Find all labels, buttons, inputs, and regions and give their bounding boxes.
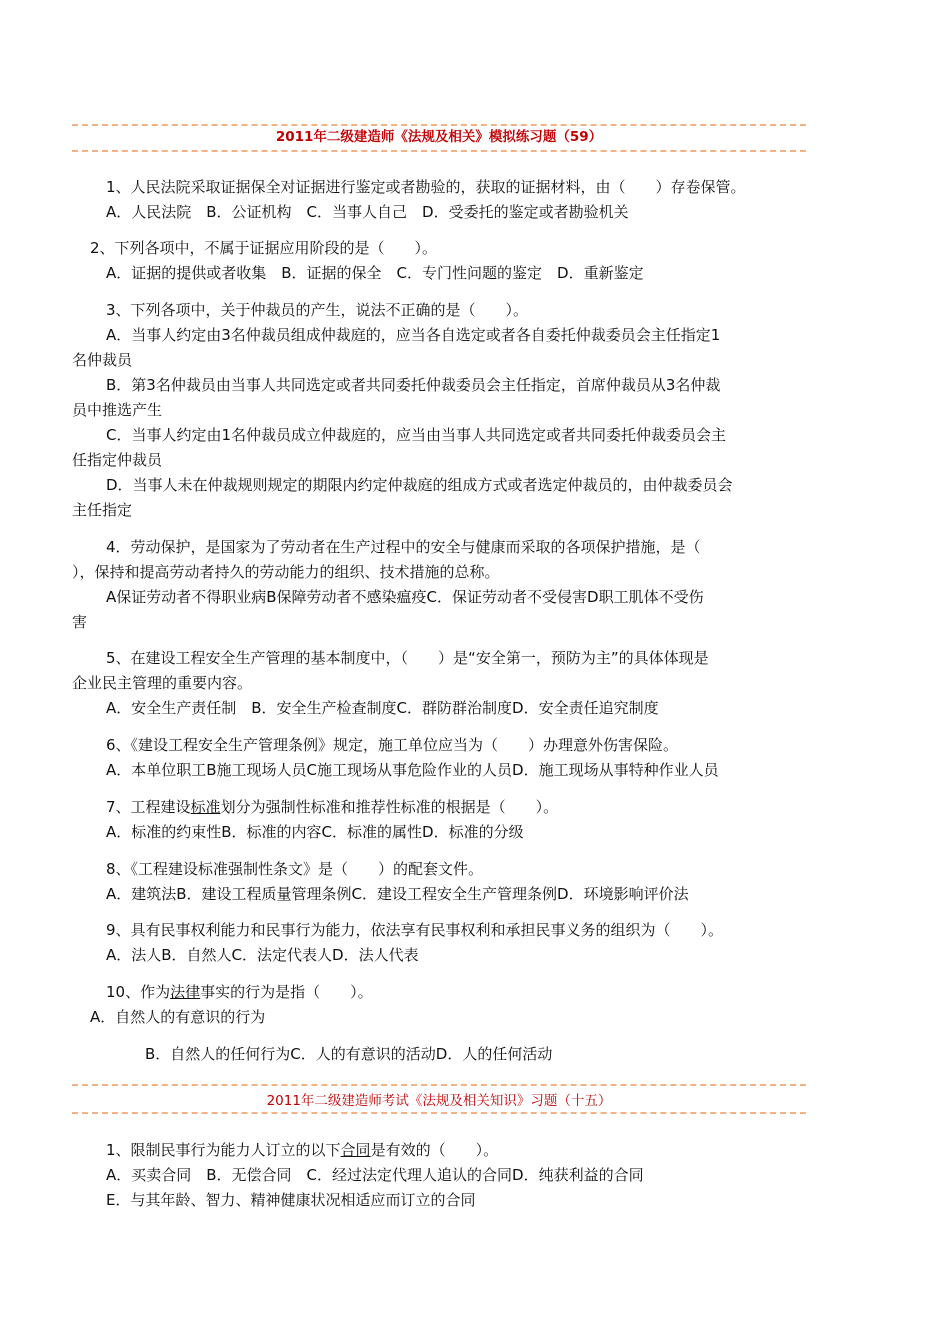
section-title: 2011年二级建造师考试《法规及相关知识》习题（十五） bbox=[266, 1093, 612, 1109]
option-a-text: A．自然人的有意识的行为 bbox=[90, 1008, 266, 1026]
options-text: A．标准的约束性B．标准的内容C．标准的属性D．标准的分级 bbox=[106, 823, 524, 841]
question-text bbox=[106, 1140, 498, 1160]
option-d-text: D．当事人未在仲裁规则规定的期限内约定仲裁庭的组成方式或者选定仲裁员的，由仲裁委员会 bbox=[106, 476, 733, 494]
question-text-start: 1、限制民事行为能力人订立的以下 bbox=[106, 1141, 341, 1159]
question-text: 4．劳动保护，是国家为了劳动者在生产过程中的安全与健康而采取的各项保护措施，是（ bbox=[106, 538, 701, 556]
option-d-text-cont: 主任指定 bbox=[72, 501, 133, 519]
options-text: A．建筑法B．建设工程质量管理条例C．建设工程安全生产管理条例D．环境影响评价法 bbox=[106, 885, 689, 903]
law-link[interactable]: 法律 bbox=[170, 983, 201, 1001]
options-text: B．自然人的任何行为C．人的有意识的活动D．人的任何活动 bbox=[145, 1045, 553, 1063]
question-text-cont: 企业民主管理的重要内容。 bbox=[72, 674, 253, 692]
question-text bbox=[106, 982, 373, 1002]
section-title: 2011年二级建造师《法规及相关》模拟练习题（59） bbox=[275, 129, 603, 145]
question-text-end: 划分为强制性标准和推荐性标准的根据是（ ）。 bbox=[220, 798, 559, 816]
dashed-divider bbox=[72, 124, 806, 126]
question-text: 8、《工程建设标准强制性条文》是（ ）的配套文件。 bbox=[106, 860, 484, 878]
dashed-divider bbox=[72, 1112, 806, 1114]
options-text-cont: 害 bbox=[72, 613, 88, 631]
question-text: 1、人民法院采取证据保全对证据进行鉴定或者勘验的，获取的证据材料，由（ ）存卷保管。 bbox=[106, 178, 746, 196]
option-a-text-cont: 名仲裁员 bbox=[72, 351, 133, 369]
question-text bbox=[106, 797, 558, 817]
option-a-text: A．当事人约定由3名仲裁员组成仲裁庭的，应当各自选定或者各自委托仲裁委员会主任指定1 bbox=[106, 326, 721, 344]
question-text-start: 10、作为 bbox=[106, 983, 171, 1001]
options-text: A．证据的提供或者收集 B．证据的保全 C．专门性问题的鉴定 D．重新鉴定 bbox=[106, 264, 644, 282]
question-text: 3、下列各项中，关于仲裁员的产生，说法不正确的是（ ）。 bbox=[106, 301, 529, 319]
question-text: 2、下列各项中，不属于证据应用阶段的是（ ）。 bbox=[90, 239, 438, 257]
question-text-end: 事实的行为是指（ ）。 bbox=[200, 983, 373, 1001]
question-text: 5、在建设工程安全生产管理的基本制度中，（ ）是“安全第一，预防为主”的具体体现是 bbox=[106, 649, 709, 667]
question-text: 6、《建设工程安全生产管理条例》规定，施工单位应当为（ ）办理意外伤害保险。 bbox=[106, 736, 679, 754]
options-text: A．本单位职工B施工现场人员C施工现场从事危险作业的人员D．施工现场从事特种作业人员 bbox=[106, 761, 719, 779]
options-text: A．安全生产责任制 B．安全生产检查制度C．群防群治制度D．安全责任追究制度 bbox=[106, 699, 659, 717]
question-text-start: 7、工程建设 bbox=[106, 798, 191, 816]
option-b-text-cont: 员中推选产生 bbox=[72, 401, 163, 419]
question-text-end: 是有效的（ ）。 bbox=[370, 1141, 499, 1159]
option-e-text: E．与其年龄、智力、精神健康状况相适应而订立的合同 bbox=[106, 1191, 476, 1209]
option-c-text-cont: 任指定仲裁员 bbox=[72, 451, 163, 469]
options-text: A．人民法院 B．公证机构 C．当事人自己 D．受委托的鉴定或者勘验机关 bbox=[106, 203, 629, 221]
question-text: 9、具有民事权利能力和民事行为能力，依法享有民事权利和承担民事义务的组织为（ ）。 bbox=[106, 921, 724, 939]
options-text: A．买卖合同 B．无偿合同 C．经过法定代理人追认的合同D．纯获利益的合同 bbox=[106, 1166, 644, 1184]
question-text-cont: ），保持和提高劳动者持久的劳动能力的组织、技术措施的总称。 bbox=[72, 563, 500, 581]
contract-link[interactable]: 合同 bbox=[340, 1141, 371, 1159]
dashed-divider bbox=[72, 150, 806, 152]
options-text: A．法人B．自然人C．法定代表人D．法人代表 bbox=[106, 946, 419, 964]
standard-link[interactable]: 标准 bbox=[190, 798, 221, 816]
option-b-text: B．第3名仲裁员由当事人共同选定或者共同委托仲裁委员会主任指定，首席仲裁员从3名仲裁 bbox=[106, 376, 721, 394]
dashed-divider bbox=[72, 1084, 806, 1086]
option-c-text: C．当事人约定由1名仲裁员成立仲裁庭的，应当由当事人共同选定或者共同委托仲裁委员会主 bbox=[106, 426, 727, 444]
options-text: A保证劳动者不得职业病B保障劳动者不感染瘟疫C．保证劳动者不受侵害D职工肌体不受伤 bbox=[106, 588, 704, 606]
